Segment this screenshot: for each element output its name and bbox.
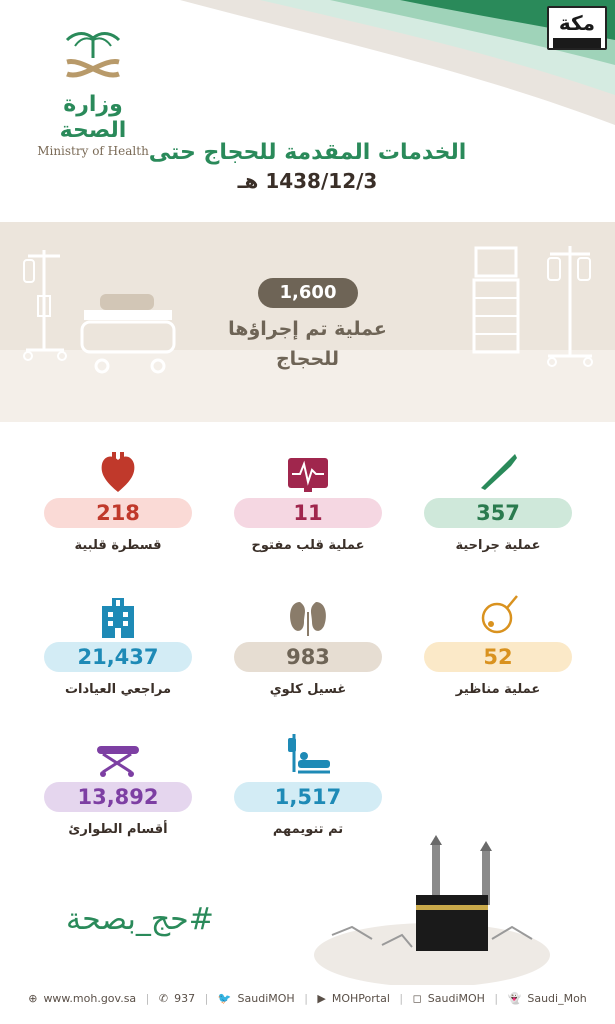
globe-icon: ⊕	[28, 992, 38, 1005]
stat-value: 52	[424, 642, 572, 672]
youtube-icon: ▶	[317, 992, 326, 1005]
scalpel-icon	[475, 448, 521, 494]
stat-value: 13,892	[44, 782, 192, 812]
stretcher-icon	[93, 738, 143, 778]
hashtag: #حج_بصحة	[66, 902, 214, 937]
footer-snapchat[interactable]: Saudi_Moh	[527, 992, 587, 1005]
twitter-icon: 🐦	[217, 992, 232, 1005]
logo-arabic-text: وزارة الصحة	[59, 92, 127, 143]
stat-open-heart	[234, 446, 382, 553]
stat-clinic-visitors	[44, 590, 192, 697]
hero-label: عملية تم إجراؤها للحجاج	[228, 318, 387, 370]
stat-value: 983	[234, 642, 382, 672]
stat-label: عملية قلب مفتوح	[251, 538, 365, 553]
iv-stand-icon	[22, 250, 72, 362]
kidney-icon	[286, 598, 330, 638]
footer-website[interactable]: www.moh.gov.sa	[43, 992, 137, 1005]
title-line-1: الخدمات المقدمة للحجاج حتى	[148, 140, 467, 165]
makkah-badge	[547, 6, 607, 50]
makkah-badge-text: مكة	[558, 11, 596, 35]
stat-label: تم تنويمهم	[272, 822, 344, 837]
stat-value: 357	[424, 498, 572, 528]
stat-label: عملية جراحية	[455, 538, 541, 553]
stat-label: عملية مناظير	[455, 682, 541, 697]
footer-contacts: ⊕ www.moh.gov.sa | ✆ 937 | 🐦 SaudiMOH | ▶ MOHPortal | ◻ SaudiMOH | 👻 Saudi_Moh	[28, 992, 587, 1005]
page-title	[0, 140, 615, 193]
hero-operations-panel	[0, 222, 615, 422]
hospital-bed-icon	[284, 732, 332, 778]
heart-icon	[98, 450, 138, 494]
heart-monitor-icon	[286, 456, 330, 494]
logo-english-text: Ministry of Health	[37, 144, 149, 158]
stat-label: أقسام الطوارئ	[68, 822, 168, 837]
snapchat-icon: 👻	[507, 992, 522, 1005]
stat-label: مراجعي العيادات	[64, 682, 172, 697]
stat-value: 218	[44, 498, 192, 528]
footer-phone[interactable]: 937	[174, 992, 196, 1005]
hero-value: 1,600	[258, 278, 358, 308]
hospital-bed-illustration	[80, 292, 180, 376]
endoscope-icon	[477, 594, 519, 638]
moh-logo	[28, 28, 158, 158]
footer-instagram[interactable]: SaudiMOH	[427, 992, 485, 1005]
title-line-2: 1438/12/3 هـ	[237, 169, 378, 193]
instagram-icon: ◻	[412, 992, 422, 1005]
iv-stand-right-icon	[544, 246, 596, 370]
stat-endoscopy	[424, 590, 572, 697]
stat-value: 21,437	[44, 642, 192, 672]
kaaba-illustration	[312, 835, 552, 985]
stat-label: غسيل كلوي	[269, 682, 347, 697]
stat-emergency	[44, 730, 192, 837]
medical-cart-icon	[472, 244, 522, 362]
footer-youtube[interactable]: MOHPortal	[331, 992, 390, 1005]
phone-icon: ✆	[158, 992, 169, 1005]
footer-twitter[interactable]: SaudiMOH	[237, 992, 295, 1005]
palm-emblem-icon	[53, 28, 133, 86]
stat-admitted	[234, 730, 382, 837]
hospital-icon	[98, 596, 138, 638]
stat-value: 11	[234, 498, 382, 528]
stat-value: 1,517	[234, 782, 382, 812]
stat-dialysis	[234, 590, 382, 697]
stat-surgeries	[424, 446, 572, 553]
stat-label: قسطرة قلبية	[74, 538, 162, 553]
stat-cardiac-cath	[44, 446, 192, 553]
